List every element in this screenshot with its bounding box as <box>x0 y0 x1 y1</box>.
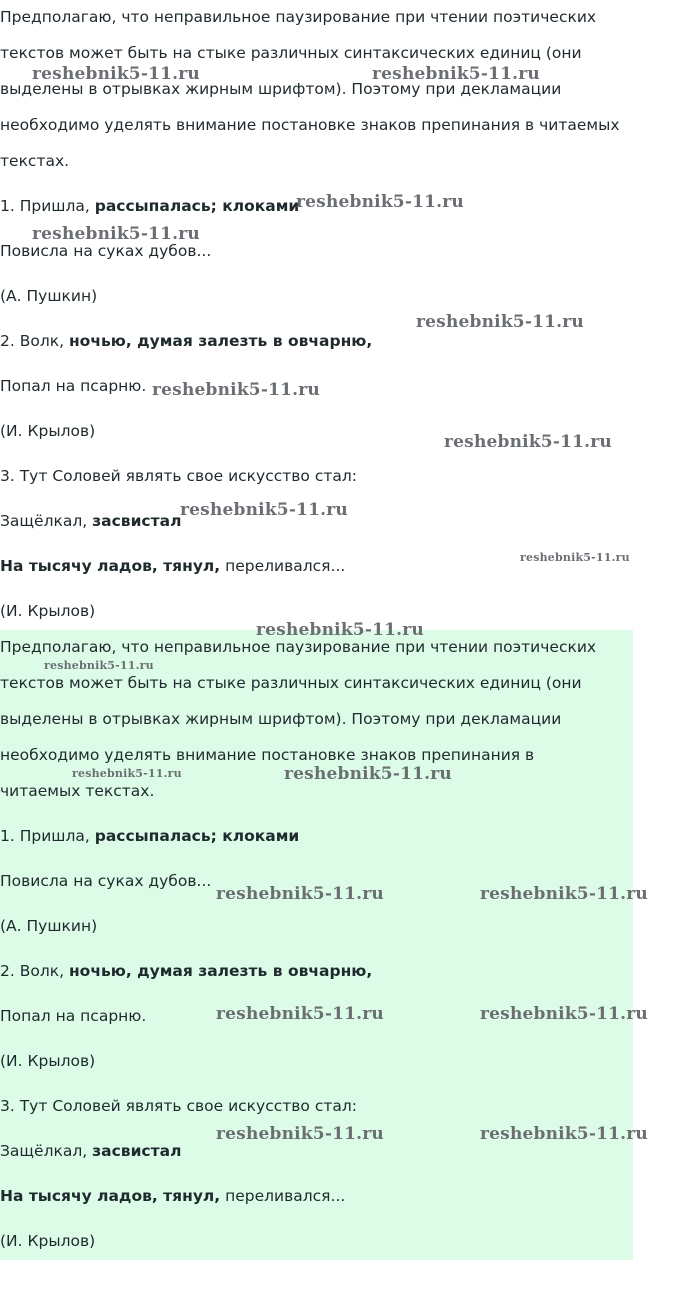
author-credit: (И. Крылов) <box>0 1052 96 1070</box>
intro-line: текстов может быть на стыке различных синтаксических единиц (они <box>0 44 582 62</box>
intro-line: читаемых текстах. <box>0 782 155 800</box>
example-1-line-1 <box>0 827 299 845</box>
watermark: reshebnik5-11.ru <box>216 1004 384 1024</box>
author-credit: (А. Пушкин) <box>0 287 98 305</box>
watermark: reshebnik5-11.ru <box>372 64 540 84</box>
example-bold-text: На тысячу ладов, тянул, <box>0 557 221 575</box>
example-text: Защёлкал, <box>0 1142 93 1160</box>
example-3-line-3 <box>0 1187 345 1205</box>
example-3-line-1: 3. Тут Соловей являть свое искусство стал: <box>0 467 357 485</box>
example-text: 1. Пришла, <box>0 827 95 845</box>
example-3-line-2 <box>0 512 181 530</box>
example-2-line-2: Попал на псарню. <box>0 1007 147 1025</box>
example-text: переливался... <box>220 1187 346 1205</box>
watermark: reshebnik5-11.ru <box>152 380 320 400</box>
example-bold-text: засвистал <box>92 512 182 530</box>
example-bold-text: ночью, думая залезть в овчарню, <box>68 332 373 350</box>
example-2-line-1 <box>0 962 372 980</box>
watermark: reshebnik5-11.ru <box>180 500 348 520</box>
author-credit: (И. Крылов) <box>0 602 96 620</box>
watermark: reshebnik5-11.ru <box>72 767 182 780</box>
watermark: reshebnik5-11.ru <box>32 64 200 84</box>
watermark: reshebnik5-11.ru <box>480 884 648 904</box>
watermark: reshebnik5-11.ru <box>32 224 200 244</box>
intro-line: Предполагаю, что неправильное паузирование при чтении поэтических <box>0 8 597 26</box>
watermark: reshebnik5-11.ru <box>444 432 612 452</box>
example-3-line-2 <box>0 1142 181 1160</box>
watermark: reshebnik5-11.ru <box>256 620 424 640</box>
example-bold-text: ночью, думая залезть в овчарню, <box>68 962 373 980</box>
watermark: reshebnik5-11.ru <box>44 659 154 672</box>
example-bold-text: рассыпалась; клоками <box>94 197 300 215</box>
example-bold-text: засвистал <box>92 1142 182 1160</box>
intro-line: текстов может быть на стыке различных синтаксических единиц (они <box>0 674 582 692</box>
example-1-line-2: Повисла на суках дубов... <box>0 242 212 260</box>
example-bold-text: рассыпалась; клоками <box>94 827 300 845</box>
answer-block-highlighted <box>0 630 633 1260</box>
example-text: 2. Волк, <box>0 962 69 980</box>
example-2-line-1 <box>0 332 372 350</box>
example-text: 1. Пришла, <box>0 197 95 215</box>
example-3-line-3 <box>0 557 345 575</box>
watermark: reshebnik5-11.ru <box>216 884 384 904</box>
watermark: reshebnik5-11.ru <box>480 1124 648 1144</box>
example-text: Защёлкал, <box>0 512 93 530</box>
author-credit: (А. Пушкин) <box>0 917 98 935</box>
example-text: 2. Волк, <box>0 332 69 350</box>
watermark: reshebnik5-11.ru <box>520 551 630 564</box>
watermark: reshebnik5-11.ru <box>416 312 584 332</box>
watermark: reshebnik5-11.ru <box>480 1004 648 1024</box>
watermark: reshebnik5-11.ru <box>216 1124 384 1144</box>
example-2-line-2: Попал на псарню. <box>0 377 147 395</box>
example-1-line-1 <box>0 197 299 215</box>
intro-line: выделены в отрывках жирным шрифтом). Поэтому при декламации <box>0 710 562 728</box>
author-credit: (И. Крылов) <box>0 1232 96 1250</box>
example-3-line-1: 3. Тут Соловей являть свое искусство стал: <box>0 1097 357 1115</box>
intro-line: текстах. <box>0 152 70 170</box>
intro-line: Предполагаю, что неправильное паузирование при чтении поэтических <box>0 638 597 656</box>
example-text: переливался... <box>220 557 346 575</box>
intro-line: необходимо уделять внимание постановке знаков препинания в читаемых <box>0 116 620 134</box>
watermark: reshebnik5-11.ru <box>284 764 452 784</box>
author-credit: (И. Крылов) <box>0 422 96 440</box>
example-bold-text: На тысячу ладов, тянул, <box>0 1187 221 1205</box>
watermark: reshebnik5-11.ru <box>296 192 464 212</box>
intro-line: необходимо уделять внимание постановке знаков препинания в <box>0 746 535 764</box>
example-1-line-2: Повисла на суках дубов... <box>0 872 212 890</box>
intro-line: выделены в отрывках жирным шрифтом). Поэтому при декламации <box>0 80 562 98</box>
